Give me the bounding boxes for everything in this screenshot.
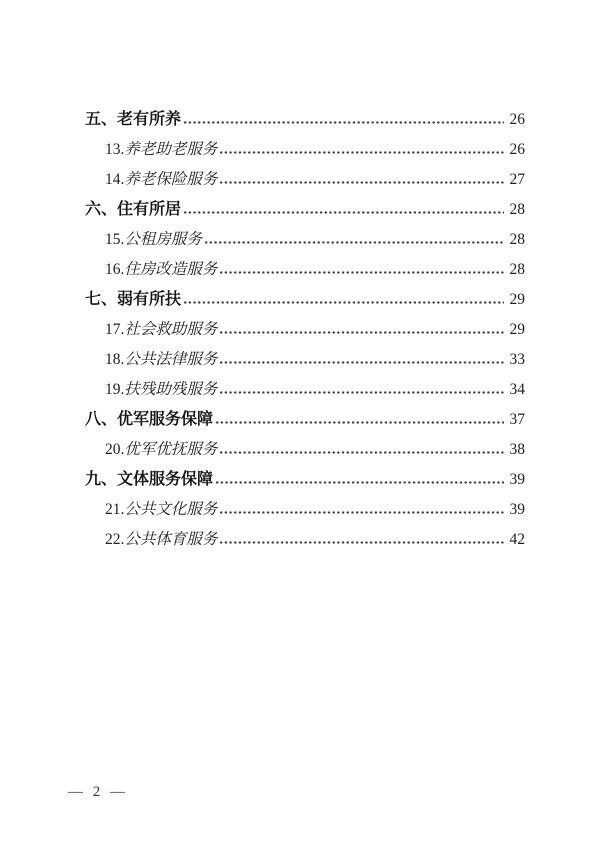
toc-entry-title: 弱有所扶 — [117, 291, 182, 308]
toc-entry-title: 优军优抚服务 — [124, 441, 218, 458]
toc-entry-page: 42 — [509, 531, 525, 548]
toc-entry — [85, 495, 525, 525]
toc-entry-page: 27 — [509, 171, 525, 188]
toc-entry — [85, 285, 525, 315]
dot-leader — [220, 451, 504, 454]
toc-entry — [85, 255, 525, 285]
toc-entry-number: 13. — [105, 141, 125, 158]
toc-entry-page: 26 — [509, 111, 525, 128]
dot-leader — [184, 211, 504, 214]
toc-entry-page: 28 — [509, 201, 525, 218]
toc-entry-number: 17. — [105, 321, 125, 338]
toc-entry-page: 29 — [509, 321, 525, 338]
toc-entry-number: 15. — [105, 231, 125, 248]
dot-leader — [220, 391, 504, 394]
toc-entry-title: 住有所居 — [117, 201, 182, 218]
toc-entry-number: 19. — [105, 381, 125, 398]
toc-entry — [85, 165, 525, 195]
toc-entry — [85, 465, 525, 495]
table-of-contents — [85, 105, 525, 555]
dot-leader — [220, 361, 504, 364]
toc-entry-page: 28 — [509, 231, 525, 248]
toc-entry-page: 39 — [509, 471, 525, 488]
dot-leader — [220, 511, 504, 514]
dot-leader — [220, 331, 504, 334]
toc-entry-page: 28 — [509, 261, 525, 278]
toc-entry-title: 社会救助服务 — [124, 321, 218, 338]
page-footer — [68, 784, 128, 801]
toc-entry-number: 21. — [105, 501, 125, 518]
toc-entry-number: 九、 — [85, 471, 118, 488]
toc-entry-page: 33 — [509, 351, 525, 368]
toc-entry-title: 公租房服务 — [124, 231, 202, 248]
toc-entry-number: 五、 — [85, 111, 118, 128]
toc-entry-title: 养老保险服务 — [124, 171, 218, 188]
toc-entry — [85, 105, 525, 135]
dot-leader — [205, 241, 504, 244]
toc-entry-page: 29 — [509, 291, 525, 308]
toc-entry-page: 37 — [509, 411, 525, 428]
dot-leader — [220, 181, 504, 184]
toc-entry-number: 14. — [105, 171, 125, 188]
toc-entry — [85, 405, 525, 435]
dot-leader — [184, 121, 504, 124]
toc-entry-number: 20. — [105, 441, 125, 458]
toc-entry-title: 公共法律服务 — [124, 351, 218, 368]
toc-entry — [85, 525, 525, 555]
toc-entry — [85, 345, 525, 375]
toc-entry-number: 六、 — [85, 201, 118, 218]
footer-page-number: — 2 — — [68, 784, 128, 800]
toc-entry-number: 16. — [105, 261, 125, 278]
dot-leader — [220, 151, 504, 154]
toc-entry — [85, 375, 525, 405]
toc-entry-title: 优军服务保障 — [117, 411, 214, 428]
toc-entry-page: 34 — [509, 381, 525, 398]
toc-entry-title: 文体服务保障 — [117, 471, 214, 488]
toc-entry-title: 公共体育服务 — [124, 531, 218, 548]
toc-entry-title: 扶残助残服务 — [124, 381, 218, 398]
toc-entry-title: 养老助老服务 — [124, 141, 218, 158]
toc-entry-page: 38 — [509, 441, 525, 458]
dot-leader — [220, 271, 504, 274]
toc-entry-number: 22. — [105, 531, 125, 548]
dot-leader — [184, 301, 504, 304]
toc-entry-page: 39 — [509, 501, 525, 518]
dot-leader — [216, 481, 504, 484]
dot-leader — [216, 421, 504, 424]
toc-entry-page: 26 — [509, 141, 525, 158]
toc-entry-number: 七、 — [85, 291, 118, 308]
toc-entry — [85, 315, 525, 345]
toc-entry — [85, 195, 525, 225]
toc-entry-title: 老有所养 — [117, 111, 182, 128]
toc-entry-number: 18. — [105, 351, 125, 368]
toc-entry-number: 八、 — [85, 411, 118, 428]
toc-entry — [85, 435, 525, 465]
toc-entry-title: 住房改造服务 — [124, 261, 218, 278]
toc-entry-title: 公共文化服务 — [124, 501, 218, 518]
dot-leader — [220, 541, 504, 544]
toc-entry — [85, 225, 525, 255]
toc-entry — [85, 135, 525, 165]
